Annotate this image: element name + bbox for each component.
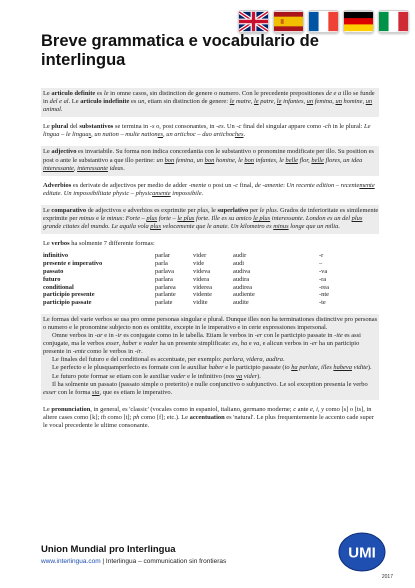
text-run: belle: [311, 156, 324, 164]
text-run: velocemente que le anate. Un kilometro es: [161, 223, 274, 231]
verb-form-cell: audirea: [233, 283, 252, 291]
text-run: parlara: [223, 356, 243, 364]
verb-form-cell: -rea: [319, 283, 330, 291]
text-run: -c: [236, 123, 242, 131]
text-run: Le lingua: [43, 123, 371, 139]
verb-form-cell: vidite: [193, 299, 208, 307]
text-run: -er: [309, 340, 318, 348]
text-run: ha solmente 7 differente formas:: [69, 240, 155, 248]
text-run: Le futuro pote formar se etiam con le auxiliar: [52, 372, 171, 380]
text-run: femina, un: [174, 156, 205, 164]
text-run: Le: [43, 240, 52, 248]
text-run: illo se funde in: [43, 90, 375, 106]
text-run: verbos: [51, 240, 70, 248]
text-run: ha un participio presente in: [43, 340, 360, 356]
text-run: Le formas del varie verbos se usa pro omne personas singular e plural. Dunque illes non ha terminationes distinctive pro personas o numero e le pronomine subjecto non es omittite, excepte in le imperativo e in certe expressiones impersonal.: [43, 315, 378, 331]
verb-form-label: participio presente: [43, 291, 95, 299]
text-run: , etiam sin distinction de genere:: [144, 98, 230, 106]
text-run: ,: [91, 131, 95, 139]
grammar-section: [41, 146, 379, 175]
text-run: superlativo: [217, 206, 249, 214]
text-run: Un recente edition – recente: [286, 181, 360, 189]
text-run: –: [139, 215, 147, 223]
text-run: es 'natural'. Le plus frequentemente le accento cade super le vocal precedente le ultime consonante.: [43, 413, 374, 430]
text-run: impossibile.: [170, 189, 204, 197]
text-run: final del singular appare como: [241, 123, 323, 131]
text-run: es: [232, 340, 238, 348]
text-run: videra: [246, 356, 263, 364]
paragraph: [43, 332, 379, 356]
text-run: -mente: [188, 181, 207, 189]
text-run: bon: [244, 156, 254, 164]
text-run: ,: [242, 356, 247, 364]
verb-form-cell: audira: [233, 275, 250, 283]
text-run: del: [68, 123, 80, 131]
text-run: minus: [79, 215, 95, 223]
text-run: ,: [332, 98, 336, 106]
text-run: de adjectivos e adverbios es exprimite per: [86, 206, 198, 214]
text-run: plus: [197, 206, 209, 214]
text-run: parlate, illes: [297, 364, 334, 372]
text-run: -ir: [115, 332, 122, 340]
text-run: s: [88, 131, 92, 139]
verb-form-cell: -ra: [319, 275, 327, 283]
paragraph: [43, 316, 379, 332]
text-run: como [t];: [105, 413, 133, 421]
text-run: vader: [170, 372, 186, 380]
text-run: ,: [118, 340, 123, 348]
text-run: ,: [250, 98, 254, 106]
text-run: ,: [273, 98, 277, 106]
paragraph: [43, 148, 379, 172]
table-row: [43, 291, 379, 299]
text-run: , e alicun verbos in: [259, 340, 310, 348]
text-run: belle: [285, 156, 298, 164]
text-run: le: [103, 90, 109, 97]
text-run: le: [253, 98, 259, 106]
verb-form-cell: -r: [319, 252, 324, 260]
tagline: | Interlingua – communication sin frontieras: [100, 558, 227, 565]
text-run: Le: [43, 148, 52, 156]
grammar-content: [41, 88, 379, 437]
verb-form-cell: audiente: [233, 291, 255, 299]
text-run: -c: [233, 181, 239, 189]
text-run: de -amente: [254, 181, 284, 189]
text-run: animal: [43, 106, 61, 114]
text-run: c: [293, 405, 297, 413]
text-run: minus: [273, 223, 289, 231]
verb-form-cell: -nte: [319, 291, 330, 299]
text-run: adjectivo: [51, 148, 77, 156]
text-run: –: [195, 131, 203, 139]
text-run: .: [141, 348, 143, 356]
text-run: flor,: [297, 156, 312, 164]
text-run: un: [335, 98, 342, 106]
text-run: –: [59, 131, 66, 139]
verb-form-cell: parlarea: [155, 283, 176, 291]
text-run: un: [137, 98, 145, 106]
text-run: con le forma: [56, 388, 92, 396]
pronunciation-section: [41, 404, 379, 433]
table-row: [43, 268, 379, 276]
text-run: -ch: [322, 123, 332, 131]
text-run: le plus: [177, 215, 195, 223]
spain-flag-icon[interactable]: [273, 10, 304, 33]
text-run: pronunciation: [51, 405, 91, 413]
text-run: infantes, le: [254, 156, 286, 164]
verb-form-cell: videva: [193, 267, 211, 275]
grammar-section: [41, 205, 379, 234]
text-run: final,: [238, 181, 255, 189]
text-run: esser: [43, 388, 57, 396]
text-run: ,: [262, 356, 266, 364]
verb-form-cell: vide: [193, 260, 205, 268]
text-run: articulo definite: [51, 90, 96, 97]
text-run: -ir: [134, 348, 142, 356]
text-run: le lingua: [65, 131, 89, 139]
verb-form-label: passato: [43, 267, 64, 275]
text-run: plus: [351, 215, 363, 223]
text-run: ,: [362, 98, 366, 106]
text-run: accentuation: [189, 413, 225, 421]
france-flag-icon[interactable]: [308, 10, 339, 33]
text-run: es invariabile. Su forma non indica concordantia con le substantivo o pronomine modificate per illo. Su position es post o ante le substantivo a que illo pertine:: [43, 148, 374, 164]
text-run: va: [236, 372, 243, 380]
text-run: ,: [237, 340, 241, 348]
verb-form-label: participio passate: [43, 299, 92, 307]
verb-form-cell: videra: [193, 275, 210, 283]
text-run: substantivos: [79, 123, 114, 131]
verb-form-cell: parlante: [155, 291, 176, 299]
verb-form-label: presente e imperativo: [43, 260, 103, 268]
verb-form-cell: parlar: [155, 252, 171, 260]
verb-form-cell: viderea: [193, 283, 212, 291]
verb-form-cell: vider: [193, 252, 207, 260]
text-run: e le participio passate (: [223, 364, 285, 372]
logo-text: UMI: [348, 544, 376, 562]
text-run: ha: [240, 340, 248, 348]
verb-form-label: infinitivo: [43, 252, 69, 260]
text-run: ,: [73, 164, 78, 172]
text-run: le plus: [259, 206, 277, 214]
text-run: nos: [225, 372, 237, 380]
text-run: o, post consonantes, in: [154, 123, 217, 131]
text-run: esser: [105, 340, 119, 348]
text-run: e: [137, 340, 144, 348]
text-run: bon: [204, 156, 215, 164]
text-run: Le: [43, 90, 52, 97]
text-run: o post un: [206, 181, 234, 189]
text-run: forte: [194, 215, 209, 223]
text-run: vider: [242, 372, 258, 380]
text-run: -s: [149, 123, 155, 131]
uk-flag-icon[interactable]: [238, 10, 269, 33]
verb-form-cell: audir: [233, 252, 247, 260]
year-label: 2017: [381, 574, 393, 580]
verb-form-label: conditional: [43, 283, 74, 291]
text-run: un nation: [94, 131, 119, 139]
text-run: interessante. London es un del: [270, 215, 352, 223]
text-run: Adverbios: [43, 181, 72, 189]
text-run: de e a: [325, 90, 342, 97]
text-run: ,: [303, 98, 307, 106]
text-run: plus: [150, 223, 162, 231]
text-run: in omne casos, sin distinction de genere o numero. Con le precedente prepositiones: [108, 90, 326, 97]
paragraph: [43, 182, 379, 198]
text-run: –: [170, 215, 178, 223]
paragraph: [43, 356, 379, 364]
text-run: se termina in: [113, 123, 150, 131]
table-row: [43, 299, 379, 307]
text-run: le: [276, 98, 282, 106]
text-run: le minus: [100, 215, 123, 223]
verb-form-cell: audi: [233, 260, 245, 268]
grammar-section: [41, 180, 379, 201]
paragraph: [43, 90, 379, 114]
verb-form-cell: -va: [319, 267, 328, 275]
text-run: sia: [91, 388, 100, 396]
text-run: -ar: [94, 332, 103, 340]
footer-line: [41, 558, 226, 565]
text-run: Le: [43, 206, 52, 214]
text-run: -es: [216, 123, 224, 131]
italy-flag-icon[interactable]: [378, 10, 409, 33]
text-run: Le: [43, 123, 52, 131]
grammar-sections: [41, 88, 379, 234]
page-title: Breve grammatica e vocabulario de interlingua: [41, 32, 319, 69]
paragraph: [43, 373, 379, 381]
text-run: .: [243, 131, 246, 139]
text-run: un: [306, 98, 314, 106]
text-run: un: [365, 98, 373, 106]
verb-form-cell: vidente: [193, 291, 212, 299]
org-name: Union Mundial pro Interlingua: [41, 544, 176, 555]
text-run: es: [157, 131, 164, 139]
text-run: . Le: [68, 98, 81, 106]
text-run: le: [229, 98, 235, 106]
text-run: audira: [265, 356, 283, 364]
text-run: duo artichoc: [202, 131, 235, 139]
text-run: amente: [152, 189, 171, 197]
text-run: habeva: [333, 364, 352, 372]
text-run: es derivate de adjectivos per medio de adder: [71, 181, 189, 189]
text-run: vader: [143, 340, 158, 348]
text-run: con le participio passate in: [262, 332, 335, 340]
text-run: es assi conjugate, ma le verbos: [43, 332, 361, 348]
text-run: un artichoc: [166, 131, 196, 139]
text-run: .: [60, 106, 63, 114]
text-run: e in: [102, 332, 116, 340]
text-run: le plus: [253, 215, 271, 223]
verbs-usage-section: [41, 314, 379, 400]
verb-form-cell: parlate: [155, 299, 173, 307]
text-run: -ente: [72, 348, 86, 356]
paragraph: [43, 207, 379, 231]
text-run: infantes: [283, 98, 304, 106]
text-run: del e al: [49, 98, 69, 106]
paragraph: [43, 381, 379, 397]
text-run: haber: [122, 340, 138, 348]
text-run: Le: [43, 405, 52, 413]
text-run: homine, le: [214, 156, 245, 164]
text-run: como [f]; etc.). Le: [139, 413, 190, 421]
text-run: comparativo: [51, 206, 87, 214]
text-run: bon: [164, 156, 175, 164]
text-run: -ite: [334, 332, 343, 340]
text-run: va: [253, 340, 260, 348]
text-run: un: [156, 156, 165, 164]
text-run: homine: [343, 98, 363, 106]
text-run: como [s] o [ts], in altere cases como [k];: [43, 405, 372, 421]
verb-form-label: futuro: [43, 275, 61, 283]
grammar-section: [41, 88, 379, 117]
text-run: flores, un idea: [323, 156, 363, 164]
verbs-section: [41, 238, 379, 310]
text-run: th: [100, 413, 106, 421]
text-run: . Grados de inferioritate es similemente exprimite per: [43, 206, 379, 223]
verb-form-cell: parlava: [155, 267, 174, 275]
text-run: es conjugate como in le tabella. Etiam le verbos in: [121, 332, 255, 340]
umi-logo-icon: [338, 532, 386, 572]
text-run: , in general, es 'classic' (vocales como in espaniol, italiano, germano moderne;: [90, 405, 294, 413]
text-run: , le: [208, 206, 218, 214]
text-run: e, i, y: [310, 405, 324, 413]
text-run: e: [247, 340, 254, 348]
text-run: matre: [235, 98, 251, 106]
text-run: femina: [314, 98, 333, 106]
text-run: .: [123, 164, 125, 172]
text-run: es: [95, 90, 104, 97]
verb-form-cell: -te: [319, 299, 326, 307]
text-run: Ille es su amico: [211, 215, 254, 223]
table-row: [43, 276, 379, 284]
verbs-intro: [43, 240, 379, 248]
table-row: [43, 260, 379, 268]
text-run: :: [122, 215, 126, 223]
text-run: ha un presente simplificate:: [157, 340, 233, 348]
text-run: mente: [359, 181, 375, 189]
text-run: :: [283, 181, 287, 189]
text-run: plus: [146, 215, 158, 223]
text-run: interessante: [43, 164, 74, 172]
text-run: forte: [157, 215, 171, 223]
text-run: Le perfecto e le plusquamperfecto es formate con le auxiliar: [52, 364, 209, 372]
website-link[interactable]: www.interlingua.com: [41, 558, 101, 565]
verb-form-cell: –: [319, 260, 323, 268]
table-row: [43, 284, 379, 292]
text-run: –: [118, 131, 126, 139]
text-run: plural: [51, 123, 69, 131]
text-run: , que es etiam le imperativo.: [99, 388, 173, 396]
text-run: haber: [208, 364, 224, 372]
text-run: ,: [163, 131, 167, 139]
text-run: ante: [296, 405, 310, 413]
text-run: es: [129, 98, 138, 106]
text-run: editate. Un impossibilitate physic – physic: [43, 189, 153, 197]
text-run: longe que un milia.: [288, 223, 340, 231]
text-run: hes: [234, 131, 244, 139]
text-run: ).: [257, 372, 261, 380]
text-run: -er: [254, 332, 263, 340]
verb-form-cell: parlara: [155, 275, 173, 283]
paragraph: [43, 364, 379, 372]
verb-form-cell: audiva: [233, 267, 251, 275]
text-run: .: [208, 215, 212, 223]
text-run: como le verbos in: [85, 348, 135, 356]
verb-form-cell: parla: [155, 260, 168, 268]
text-run: per: [248, 206, 260, 214]
text-run: ideas: [107, 164, 124, 172]
text-run: Omne verbos in: [52, 332, 95, 340]
text-run: in le plural:: [331, 123, 365, 131]
text-run: io: [284, 364, 292, 372]
table-row: [43, 252, 379, 260]
text-run: Il ha solmente un passato (passato simple o preterito) e nulle conjunctivo o subjunctivo. Le sol exception presenta le verbo: [52, 380, 368, 388]
text-run: grande citates del mundo. Le aquila vola: [43, 223, 151, 231]
germany-flag-icon[interactable]: [343, 10, 374, 33]
text-run: .: [283, 356, 285, 364]
paragraph: [43, 406, 379, 430]
text-run: patre: [260, 98, 274, 106]
text-run: vidite: [351, 364, 368, 372]
text-run: Le finales del futuro e del conditional es accentuate, per exemplo:: [52, 356, 224, 364]
text-run: articulo indefinite: [80, 98, 130, 106]
text-run: e: [94, 215, 101, 223]
text-run: e le infinitivo (: [185, 372, 226, 380]
grammar-section: [41, 121, 379, 142]
text-run: . Un: [223, 123, 237, 131]
text-run: ).: [367, 364, 372, 372]
text-run: interessante: [77, 164, 108, 172]
text-run: ha: [291, 364, 298, 372]
verb-form-cell: audite: [233, 299, 249, 307]
text-run: multe nation: [125, 131, 158, 139]
text-run: Forte: [125, 215, 140, 223]
verb-forms-table: [43, 252, 379, 307]
paragraph: [43, 123, 379, 139]
language-flags: [238, 10, 409, 33]
text-run: ph: [132, 413, 140, 421]
